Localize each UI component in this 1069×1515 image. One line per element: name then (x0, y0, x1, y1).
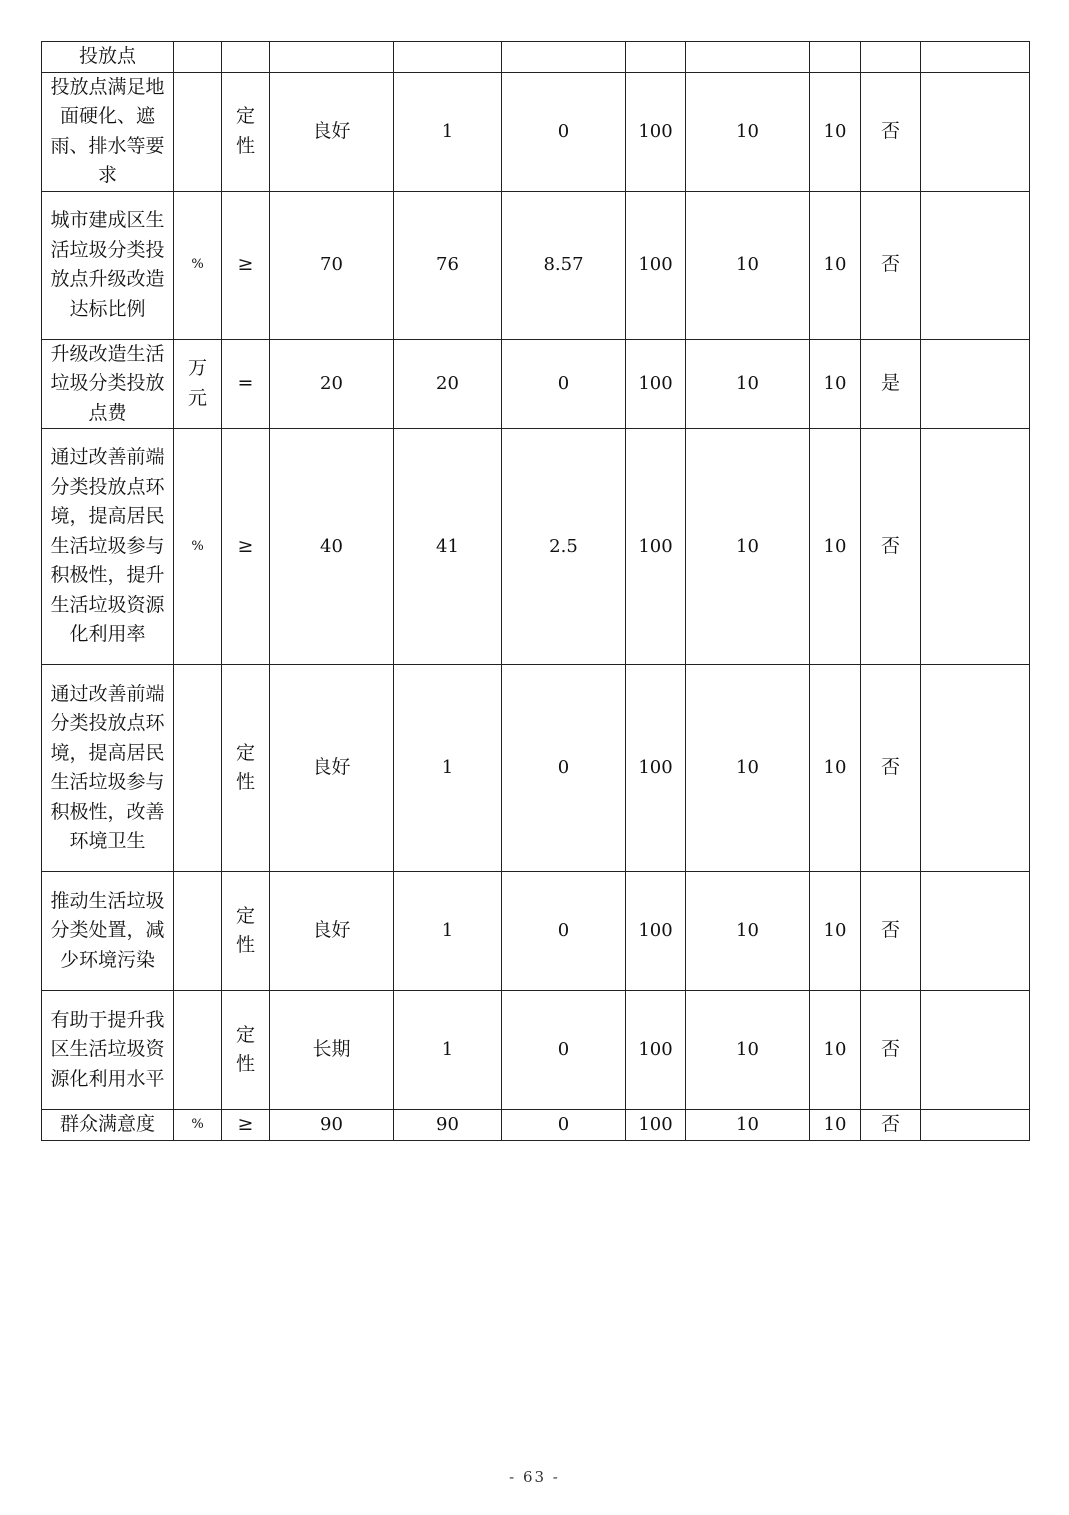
target-value-cell (270, 42, 394, 73)
deviation-cell: 2.5 (502, 429, 626, 665)
note-cell (921, 665, 1030, 872)
operator-cell: ≥ (222, 429, 270, 665)
unit-cell: 万元 (174, 339, 222, 429)
deviation-cell: 0 (502, 872, 626, 991)
deviation-cell: 0 (502, 72, 626, 191)
weight-cell: 10 (686, 872, 810, 991)
target-value-cell: 良好 (270, 872, 394, 991)
flag-cell: 否 (861, 72, 921, 191)
indicator-name-cell: 投放点满足地面硬化、遮雨、排水等要求 (42, 72, 174, 191)
indicator-name-cell: 投放点 (42, 42, 174, 73)
operator-cell (222, 42, 270, 73)
note-cell (921, 339, 1030, 429)
note-cell (921, 1110, 1030, 1141)
score-cell: 10 (810, 72, 861, 191)
weight-cell: 10 (686, 1110, 810, 1141)
score-cell: 10 (810, 872, 861, 991)
weight-cell: 10 (686, 991, 810, 1110)
target-value-cell: 长期 (270, 991, 394, 1110)
actual-value-cell: 41 (394, 429, 502, 665)
indicator-name-cell: 有助于提升我区生活垃圾资源化利用水平 (42, 991, 174, 1110)
operator-cell: ≥ (222, 1110, 270, 1141)
weight-cell: 10 (686, 72, 810, 191)
weight-cell: 10 (686, 429, 810, 665)
weight-cell (686, 42, 810, 73)
score-cell: 10 (810, 1110, 861, 1141)
indicator-name-cell: 通过改善前端分类投放点环境，提高居民生活垃圾参与积极性，提升生活垃圾资源化利用率 (42, 429, 174, 665)
unit-cell: % (174, 429, 222, 665)
unit-cell (174, 72, 222, 191)
deviation-cell (502, 42, 626, 73)
unit-cell (174, 872, 222, 991)
table-row (42, 72, 1030, 191)
indicator-table (41, 41, 1030, 1141)
table-row (42, 191, 1030, 339)
actual-value-cell: 90 (394, 1110, 502, 1141)
full-score-cell: 100 (626, 191, 686, 339)
deviation-cell: 0 (502, 339, 626, 429)
full-score-cell: 100 (626, 72, 686, 191)
operator-cell: 定性 (222, 665, 270, 872)
note-cell (921, 72, 1030, 191)
unit-cell: % (174, 191, 222, 339)
indicator-name-cell: 升级改造生活垃圾分类投放点费 (42, 339, 174, 429)
actual-value-cell (394, 42, 502, 73)
weight-cell: 10 (686, 665, 810, 872)
flag-cell: 否 (861, 872, 921, 991)
unit-cell (174, 665, 222, 872)
indicator-name-cell: 城市建成区生活垃圾分类投放点升级改造达标比例 (42, 191, 174, 339)
full-score-cell: 100 (626, 429, 686, 665)
flag-cell: 是 (861, 339, 921, 429)
note-cell (921, 191, 1030, 339)
flag-cell: 否 (861, 191, 921, 339)
indicator-name-cell: 通过改善前端分类投放点环境，提高居民生活垃圾参与积极性，改善环境卫生 (42, 665, 174, 872)
deviation-cell: 8.57 (502, 191, 626, 339)
full-score-cell: 100 (626, 1110, 686, 1141)
actual-value-cell: 1 (394, 72, 502, 191)
deviation-cell: 0 (502, 665, 626, 872)
target-value-cell: 良好 (270, 665, 394, 872)
table-row (42, 339, 1030, 429)
table-row (42, 1110, 1030, 1141)
flag-cell: 否 (861, 1110, 921, 1141)
table-row (42, 429, 1030, 665)
actual-value-cell: 1 (394, 991, 502, 1110)
note-cell (921, 872, 1030, 991)
flag-cell: 否 (861, 991, 921, 1110)
note-cell (921, 991, 1030, 1110)
flag-cell (861, 42, 921, 73)
score-cell: 10 (810, 429, 861, 665)
target-value-cell: 良好 (270, 72, 394, 191)
score-cell: 10 (810, 665, 861, 872)
target-value-cell: 20 (270, 339, 394, 429)
score-cell (810, 42, 861, 73)
target-value-cell: 90 (270, 1110, 394, 1141)
flag-cell: 否 (861, 665, 921, 872)
operator-cell: = (222, 339, 270, 429)
full-score-cell: 100 (626, 665, 686, 872)
full-score-cell (626, 42, 686, 73)
target-value-cell: 40 (270, 429, 394, 665)
table-row (42, 872, 1030, 991)
actual-value-cell: 20 (394, 339, 502, 429)
page-number: - 63 - (509, 1468, 560, 1486)
note-cell (921, 429, 1030, 665)
table-row (42, 991, 1030, 1110)
actual-value-cell: 1 (394, 665, 502, 872)
deviation-cell: 0 (502, 991, 626, 1110)
unit-cell (174, 42, 222, 73)
score-cell: 10 (810, 991, 861, 1110)
operator-cell: 定性 (222, 72, 270, 191)
score-cell: 10 (810, 191, 861, 339)
score-cell: 10 (810, 339, 861, 429)
table-row (42, 665, 1030, 872)
weight-cell: 10 (686, 339, 810, 429)
full-score-cell: 100 (626, 872, 686, 991)
operator-cell: ≥ (222, 191, 270, 339)
note-cell (921, 42, 1030, 73)
full-score-cell: 100 (626, 991, 686, 1110)
operator-cell: 定性 (222, 872, 270, 991)
actual-value-cell: 1 (394, 872, 502, 991)
indicator-name-cell: 群众满意度 (42, 1110, 174, 1141)
unit-cell: % (174, 1110, 222, 1141)
target-value-cell: 70 (270, 191, 394, 339)
operator-cell: 定性 (222, 991, 270, 1110)
deviation-cell: 0 (502, 1110, 626, 1141)
flag-cell: 否 (861, 429, 921, 665)
actual-value-cell: 76 (394, 191, 502, 339)
weight-cell: 10 (686, 191, 810, 339)
indicator-name-cell: 推动生活垃圾分类处置，减少环境污染 (42, 872, 174, 991)
table-row (42, 42, 1030, 73)
unit-cell (174, 991, 222, 1110)
full-score-cell: 100 (626, 339, 686, 429)
